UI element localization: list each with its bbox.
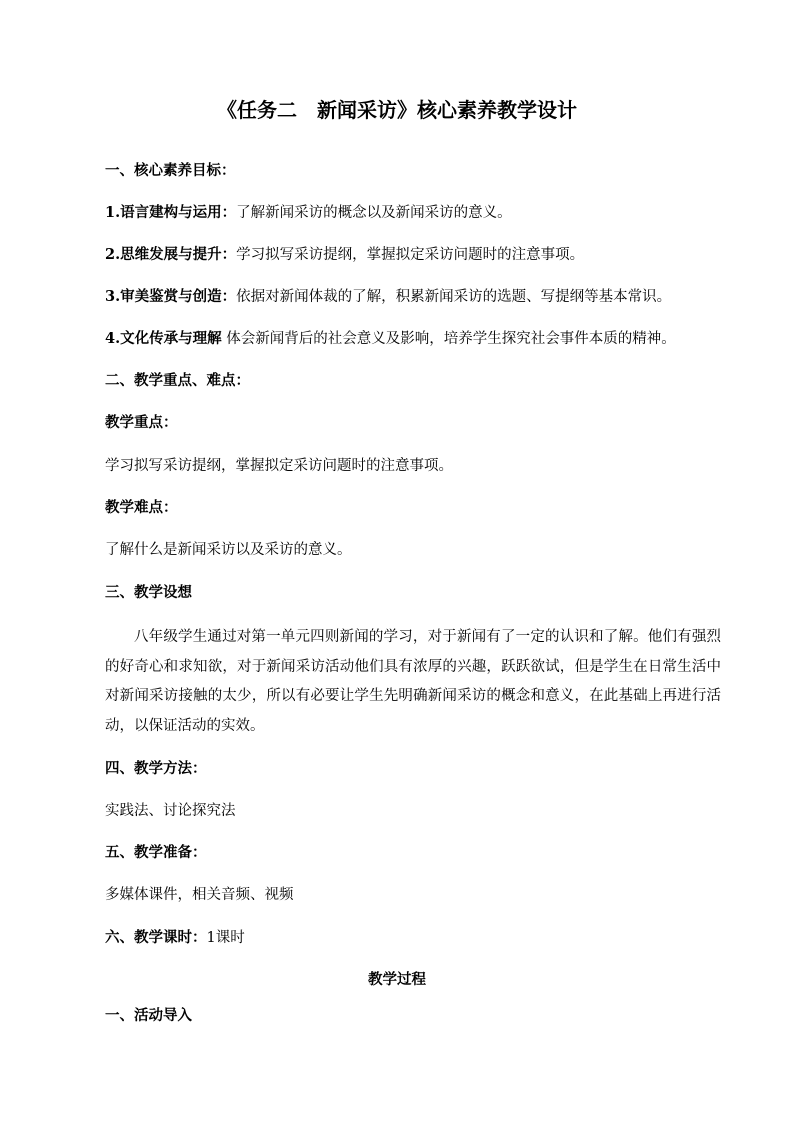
class-hours-label: 六、教学课时：	[105, 929, 207, 946]
section-heading-method: 四、教学方法：	[105, 760, 207, 777]
goal-label: 2.思维发展与提升：	[105, 246, 237, 263]
goal-label: 3.审美鉴赏与创造：	[105, 288, 237, 305]
goal-item	[105, 203, 512, 223]
activity-heading: 一、活动导入	[105, 1007, 192, 1024]
difficult-point-text: 了解什么是新闻采访以及采访的意义。	[105, 542, 352, 558]
goal-item	[105, 245, 584, 265]
section-heading-goals: 一、核心素养目标：	[105, 162, 236, 179]
process-heading: 教学过程	[368, 971, 426, 988]
goal-item	[105, 329, 676, 349]
method-text: 实践法、讨论探究法	[105, 803, 236, 819]
goal-text: 依据对新闻体裁的了解，积累新闻采访的选题、写提纲等基本常识。	[236, 289, 672, 305]
goal-label: 4.文化传承与理解	[105, 330, 222, 347]
class-hours-value: 1课时	[206, 930, 245, 946]
goal-text: 学习拟写采访提纲，掌握拟定采访问题时的注意事项。	[236, 247, 585, 263]
goal-label: 1.语言建构与运用：	[105, 204, 237, 221]
goal-item	[105, 287, 671, 307]
section-heading-idea: 三、教学设想	[105, 584, 192, 601]
section-heading-preparation: 五、教学准备：	[105, 844, 207, 861]
key-point-text: 学习拟写采访提纲，掌握拟定采访问题时的注意事项。	[105, 458, 453, 474]
page-title: 《任务二 新闻采访》核心素养教学设计	[217, 98, 577, 122]
teaching-idea-paragraph: 八年级学生通过对第一单元四则新闻的学习，对于新闻有了一定的认识和了解。他们有强烈的好奇心和求知欲，对于新闻采访活动他们具有浓厚的兴趣，跃跃欲试，但是学生在日常生活中对新闻采访接触的太少，所以有必要让学生先明确新闻采访的概念和意义，在此基础上再进行活动，以保证活动的实效。	[105, 629, 721, 734]
section-heading-focus: 二、教学重点、难点：	[105, 372, 250, 389]
difficult-point-label: 教学难点：	[105, 499, 178, 516]
goal-text: 体会新闻背后的社会意义及影响，培养学生探究社会事件本质的精神。	[221, 331, 676, 347]
preparation-text: 多媒体课件，相关音频、视频	[105, 887, 294, 903]
class-hours	[105, 928, 245, 948]
key-point-label: 教学重点：	[105, 414, 178, 431]
goal-text: 了解新闻采访的概念以及新闻采访的意义。	[236, 205, 512, 221]
